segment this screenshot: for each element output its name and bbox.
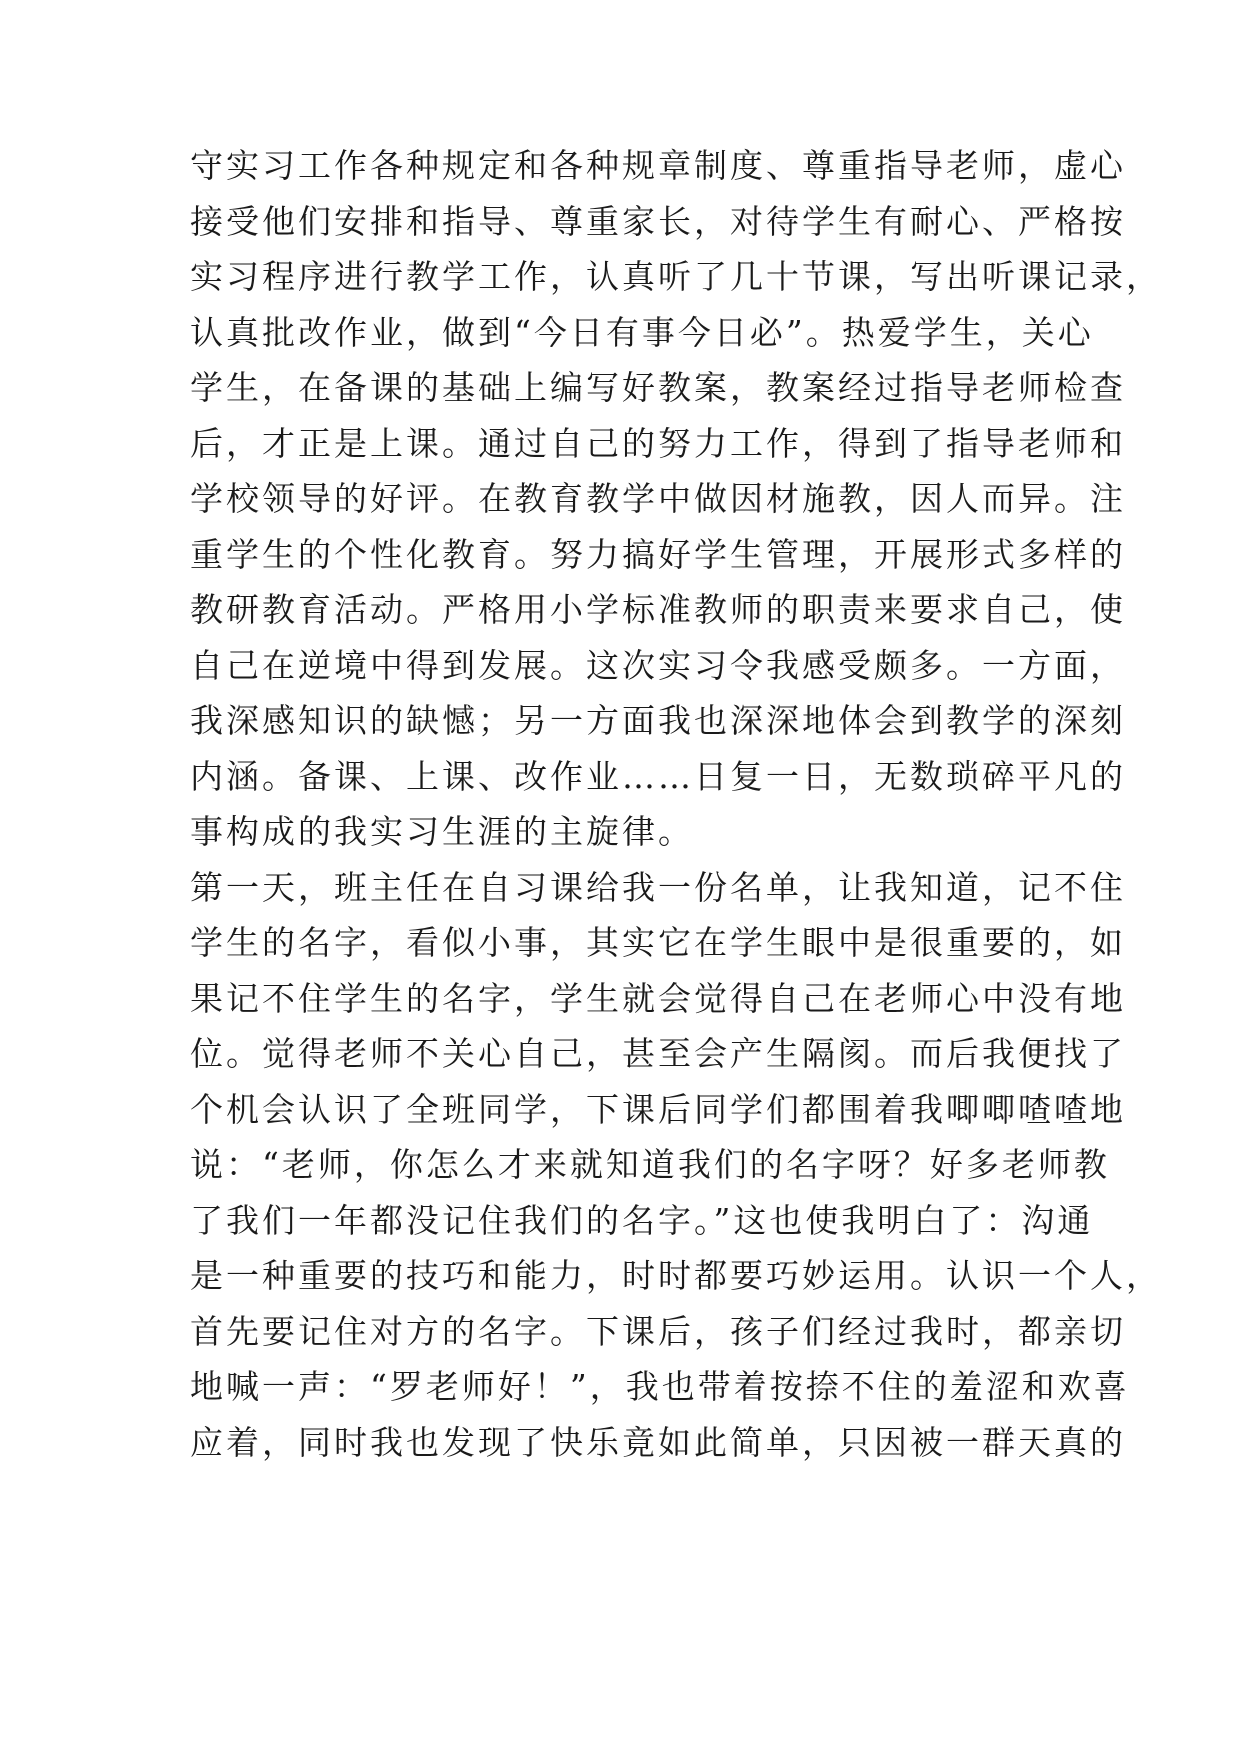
text-line: 是一种重要的技巧和能力，时时都要巧妙运用。认识一个人，: [190, 1256, 1162, 1295]
text-line: 学校领导的好评。在教育教学中做因材施教，因人而异。注: [190, 479, 1126, 518]
text-line: 地喊一声：“罗老师好！”，我也带着按捺不住的羞涩和欢喜: [190, 1367, 1130, 1406]
text-line: 教研教育活动。严格用小学标准教师的职责来要求自己，使: [190, 590, 1126, 629]
text-line: 接受他们安排和指导、尊重家长，对待学生有耐心、严格按: [190, 201, 1126, 241]
text-line: 学生，在备课的基础上编写好教案，教案经过指导老师检查: [190, 368, 1126, 407]
text-line: 自己在逆境中得到发展。这次实习令我感受颇多。一方面，: [190, 645, 1126, 685]
text-line: 事构成的我实习生涯的主旋律。: [190, 812, 694, 851]
text-line: 内涵。备课、上课、改作业……日复一日，无数琐碎平凡的: [190, 756, 1126, 796]
text-line: 实习程序进行教学工作，认真听了几十节课，写出听课记录，: [190, 257, 1162, 296]
text-line: 重学生的个性化教育。努力搞好学生管理，开展形式多样的: [190, 534, 1126, 574]
text-line: 了我们一年都没记住我们的名字。”这也使我明白了：沟通: [190, 1200, 1094, 1240]
text-line: 首先要记住对方的名字。下课后，孩子们经过我时，都亲切: [190, 1311, 1126, 1351]
text-line: 后，才正是上课。通过自己的努力工作，得到了指导老师和: [190, 423, 1126, 463]
text-line: 认真批改作业，做到“今日有事今日必”。热爱学生，关心: [190, 312, 1094, 352]
text-line: 说：“老师，你怎么才来就知道我们的名字呀？好多老师教: [190, 1145, 1110, 1184]
text-line: 我深感知识的缺憾；另一方面我也深深地体会到教学的深刻: [190, 701, 1126, 740]
text-line: 第一天，班主任在自习课给我一份名单，让我知道，记不住: [190, 867, 1126, 907]
text-line: 守实习工作各种规定和各种规章制度、尊重指导老师，虚心: [190, 146, 1126, 185]
text-line: 位。觉得老师不关心自己，甚至会产生隔阂。而后我便找了: [190, 1034, 1126, 1073]
text-line: 个机会认识了全班同学，下课后同学们都围着我唧唧喳喳地: [190, 1089, 1126, 1129]
text-line: 学生的名字，看似小事，其实它在学生眼中是很重要的，如: [190, 923, 1126, 962]
paragraph-1: [190, 138, 1162, 860]
document-body: [190, 138, 1162, 1470]
text-line: 应着，同时我也发现了快乐竟如此简单，只因被一群天真的: [190, 1422, 1126, 1462]
paragraph-2: [190, 860, 1162, 1471]
text-line: 果记不住学生的名字，学生就会觉得自己在老师心中没有地: [190, 978, 1126, 1018]
